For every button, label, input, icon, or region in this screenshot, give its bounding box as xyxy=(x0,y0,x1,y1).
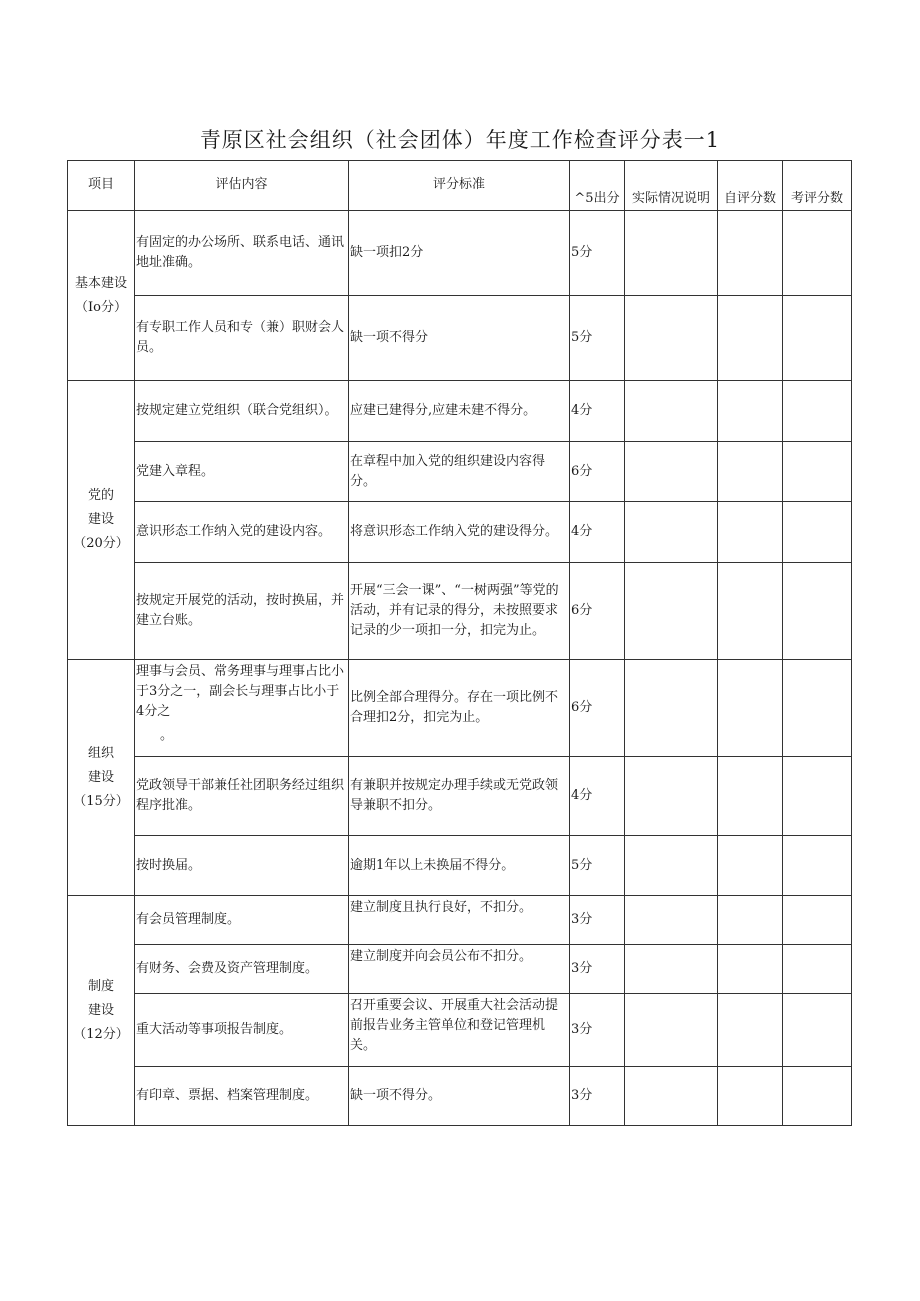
score-cell: 3分 xyxy=(570,994,625,1067)
self-score-cell[interactable] xyxy=(718,211,783,296)
content-cell: 按规定开展党的活动，按时换届，并建立台账。 xyxy=(135,563,349,660)
content-cell: 重大活动等事项报告制度。 xyxy=(135,994,349,1067)
content-cell: 有会员管理制度。 xyxy=(135,896,349,945)
review-score-cell[interactable] xyxy=(783,1067,852,1126)
content-cell: 党建入章程。 xyxy=(135,442,349,502)
category-line: 党的 xyxy=(87,488,114,503)
category-line: 基本建设 xyxy=(74,275,127,291)
table-row xyxy=(68,296,852,381)
score-cell: 4分 xyxy=(570,757,625,836)
criteria-cell: 缺一项扣2分 xyxy=(349,211,570,296)
table-row xyxy=(68,836,852,896)
criteria-cell: 将意识形态工作纳入党的建设得分。 xyxy=(349,502,570,563)
table-row xyxy=(68,757,852,836)
review-score-cell[interactable] xyxy=(783,442,852,502)
table-row xyxy=(68,945,852,994)
category-line: （12分） xyxy=(73,1026,129,1042)
review-score-cell[interactable] xyxy=(783,211,852,296)
actual-cell[interactable] xyxy=(625,896,718,945)
score-cell: 4分 xyxy=(570,502,625,563)
content-cell: 有固定的办公场所、联系电话、通讯地址准确。 xyxy=(135,211,349,296)
content-trail: 。 xyxy=(160,728,174,743)
score-cell: 6分 xyxy=(570,442,625,502)
criteria-cell: 开展“三会一课”、“一树两强”等党的活动，并有记录的得分，未按照要求记录的少一项扣一分，扣完为止。 xyxy=(349,563,570,660)
criteria-cell: 比例全部合理得分。存在一项比例不合理扣2分，扣完为止。 xyxy=(349,660,570,757)
self-score-cell[interactable] xyxy=(718,381,783,442)
score-cell: 6分 xyxy=(570,563,625,660)
content-cell: 意识形态工作纳入党的建设内容。 xyxy=(135,502,349,563)
table-row xyxy=(68,896,852,945)
criteria-cell: 建立制度并向会员公布不扣分。 xyxy=(349,945,570,994)
category-line: 制度 xyxy=(87,978,114,994)
actual-cell[interactable] xyxy=(625,1067,718,1126)
self-score-cell[interactable] xyxy=(718,296,783,381)
category-organization xyxy=(68,660,135,896)
header-row xyxy=(68,161,852,211)
category-line: （Io分） xyxy=(75,299,127,315)
criteria-cell: 在章程中加入党的组织建设内容得分。 xyxy=(349,442,570,502)
category-line: 组织 xyxy=(87,745,114,761)
content-cell: 有印章、票据、档案管理制度。 xyxy=(135,1067,349,1126)
score-cell: 5分 xyxy=(570,296,625,381)
actual-cell[interactable] xyxy=(625,211,718,296)
table-row xyxy=(68,563,852,660)
self-score-cell[interactable] xyxy=(718,1067,783,1126)
header-content: 评估内容 xyxy=(135,161,349,211)
category-line: 建设 xyxy=(87,769,114,785)
review-score-cell[interactable] xyxy=(783,296,852,381)
actual-cell[interactable] xyxy=(625,994,718,1067)
actual-cell[interactable] xyxy=(625,442,718,502)
self-score-cell[interactable] xyxy=(718,660,783,757)
self-score-cell[interactable] xyxy=(718,836,783,896)
category-party xyxy=(68,381,135,660)
category-line: 建设 xyxy=(87,512,114,527)
table-row xyxy=(68,442,852,502)
review-score-cell[interactable] xyxy=(783,945,852,994)
review-score-cell[interactable] xyxy=(783,994,852,1067)
self-score-cell[interactable] xyxy=(718,896,783,945)
actual-cell[interactable] xyxy=(625,502,718,563)
header-self-score: 自评分数 xyxy=(718,161,783,211)
actual-cell[interactable] xyxy=(625,757,718,836)
actual-cell[interactable] xyxy=(625,836,718,896)
content-cell: 按时换届。 xyxy=(135,836,349,896)
table-row xyxy=(68,502,852,563)
self-score-cell[interactable] xyxy=(718,945,783,994)
table-row xyxy=(68,211,852,296)
actual-cell[interactable] xyxy=(625,945,718,994)
content-cell: 按规定建立党组织（联合党组织）。 xyxy=(135,381,349,442)
self-score-cell[interactable] xyxy=(718,994,783,1067)
table-row xyxy=(68,1067,852,1126)
header-criteria: 评分标准 xyxy=(349,161,570,211)
category-basic xyxy=(68,211,135,381)
header-actual: 实际情况说明 xyxy=(625,161,718,211)
category-line: （20分） xyxy=(73,536,129,551)
actual-cell[interactable] xyxy=(625,563,718,660)
content-cell: 党政领导干部兼任社团职务经过组织程序批准。 xyxy=(135,757,349,836)
score-cell: 6分 xyxy=(570,660,625,757)
score-cell: 5分 xyxy=(570,836,625,896)
review-score-cell[interactable] xyxy=(783,563,852,660)
score-table xyxy=(67,160,852,1126)
header-project: 项目 xyxy=(68,161,135,211)
page-title: 青原区社会组织（社会团体）年度工作检查评分表一1 xyxy=(199,128,721,152)
actual-cell[interactable] xyxy=(625,296,718,381)
category-system xyxy=(68,896,135,1126)
actual-cell[interactable] xyxy=(625,660,718,757)
criteria-cell: 召开重要会议、开展重大社会活动提前报告业务主管单位和登记管理机关。 xyxy=(349,994,570,1067)
review-score-cell[interactable] xyxy=(783,381,852,442)
review-score-cell[interactable] xyxy=(783,896,852,945)
category-line: （15分） xyxy=(73,793,129,809)
content-cell: 有专职工作人员和专（兼）职财会人员。 xyxy=(135,296,349,381)
self-score-cell[interactable] xyxy=(718,442,783,502)
score-cell: 3分 xyxy=(570,945,625,994)
review-score-cell[interactable] xyxy=(783,757,852,836)
criteria-cell: 应建已建得分,应建未建不得分。 xyxy=(349,381,570,442)
score-cell: 5分 xyxy=(570,211,625,296)
self-score-cell[interactable] xyxy=(718,502,783,563)
criteria-cell: 建立制度且执行良好，不扣分。 xyxy=(349,896,570,945)
criteria-cell: 缺一项不得分。 xyxy=(349,1067,570,1126)
criteria-cell: 逾期1年以上未换届不得分。 xyxy=(349,836,570,896)
category-line: 建设 xyxy=(87,1002,114,1018)
actual-cell[interactable] xyxy=(625,381,718,442)
content-text: 理事与会员、常务理事与理事占比小于3分之一，副会长与理事占比小于4分之 xyxy=(136,664,345,719)
review-score-cell[interactable] xyxy=(783,836,852,896)
table-row xyxy=(68,994,852,1067)
table-row xyxy=(68,381,852,442)
review-score-cell[interactable] xyxy=(783,660,852,757)
score-cell: 3分 xyxy=(570,896,625,945)
header-score: ^5出分 xyxy=(570,161,625,211)
table-row xyxy=(68,660,852,757)
score-cell: 3分 xyxy=(570,1067,625,1126)
header-review-score: 考评分数 xyxy=(783,161,852,211)
score-cell: 4分 xyxy=(570,381,625,442)
self-score-cell[interactable] xyxy=(718,757,783,836)
criteria-cell: 有兼职并按规定办理手续或无党政领导兼职不扣分。 xyxy=(349,757,570,836)
content-cell xyxy=(135,660,349,757)
criteria-cell: 缺一项不得分 xyxy=(349,296,570,381)
review-score-cell[interactable] xyxy=(783,502,852,563)
self-score-cell[interactable] xyxy=(718,563,783,660)
content-cell: 有财务、会费及资产管理制度。 xyxy=(135,945,349,994)
